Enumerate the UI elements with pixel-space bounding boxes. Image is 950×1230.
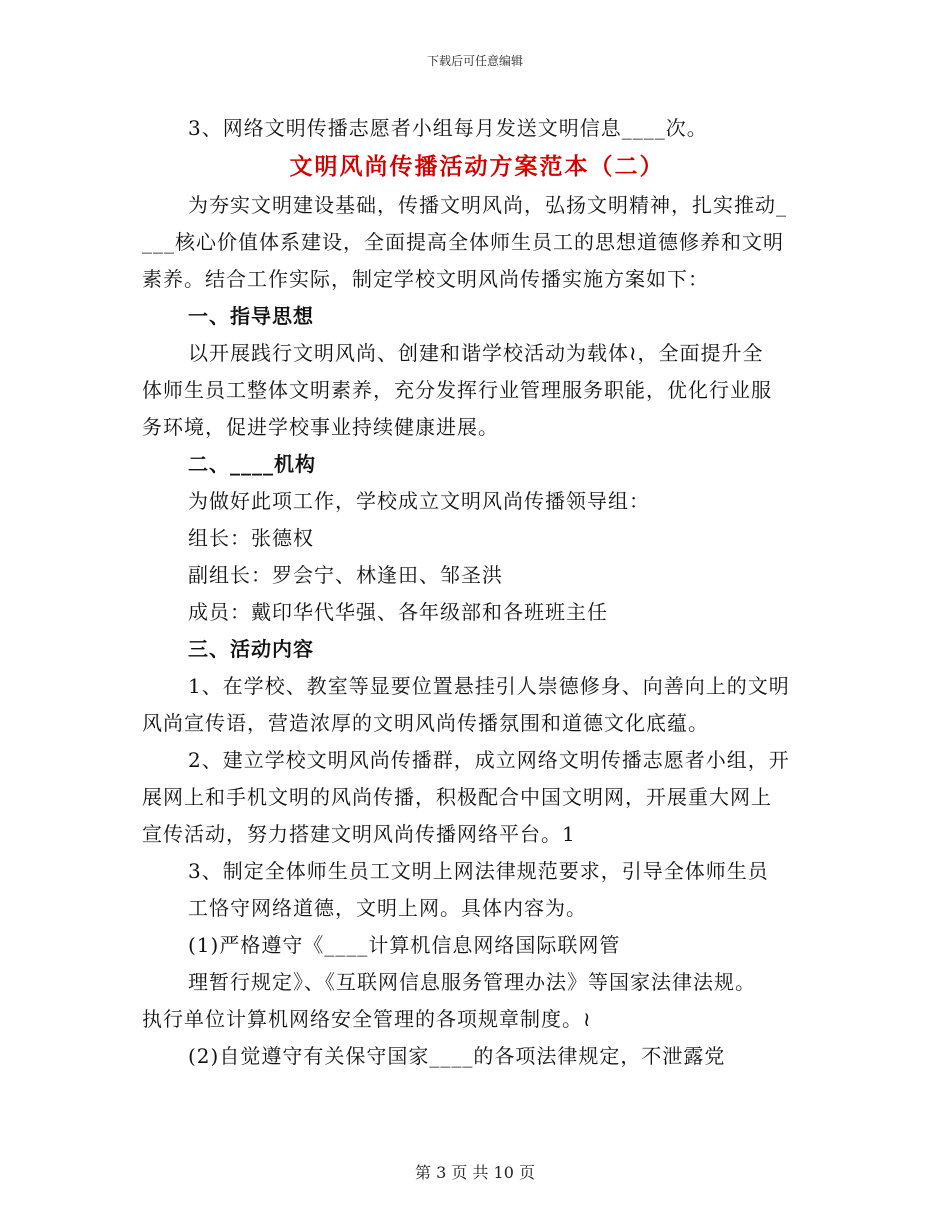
section-title: 文明风尚传播活动方案范本（二） (289, 153, 665, 180)
body-line: 2、建立学校文明风尚传播群，成立网络文明传播志愿者小组，开 (188, 748, 790, 772)
body-line: 风尚宣传语，营造浓厚的文明风尚传播氛围和道德文化底蕴。 (142, 711, 709, 735)
page-number: 第 3 页 共 10 页 (415, 1163, 535, 1182)
body-line: 体师生员工整体文明素养，充分发挥行业管理服务职能，优化行业服 (142, 378, 772, 402)
body-line: 副组长：罗会宁、林逢田、邹圣洪 (188, 563, 503, 587)
section-heading: 一、指导思想 (188, 304, 314, 328)
body-line: 3、制定全体师生员工文明上网法律规范要求，引导全体师生员 (188, 859, 769, 883)
body-line: 务环境，促进学校事业持续健康进展。 (142, 415, 499, 439)
body-line: 展网上和手机文明的风尚传播，积极配合中国文明网，开展重大网上 (142, 785, 772, 809)
body-line: ___核心价值体系建设，全面提高全体师生员工的思想道德修养和文明 (142, 230, 784, 254)
section-heading: 二、____机构 (188, 452, 316, 476)
body-line: 1、在学校、教室等显要位置悬挂引人崇德修身、向善向上的文明 (188, 674, 790, 698)
header-note: 下载后可任意编辑 (426, 54, 523, 68)
body-line: 执行单位计算机网络安全管理的各项规章制度。≀ (142, 1007, 592, 1031)
body-line: 工恪守网络道德，文明上网。具体内容为。 (188, 896, 587, 920)
body-line: 以开展践行文明风尚、创建和谐学校活动为载体≀，全面提升全 (188, 341, 764, 365)
body-line: 为做好此项工作，学校成立文明风尚传播领导组： (188, 489, 650, 513)
body-line: 组长：张德权 (188, 526, 314, 550)
body-line: 素养。结合工作实际，制定学校文明风尚传播实施方案如下： (142, 267, 709, 291)
section-heading: 三、活动内容 (188, 637, 314, 661)
body-line: 理暂行规定》、《互联网信息服务管理办法》等国家法律法规。 (188, 970, 756, 994)
body-line: (2)自觉遵守有关保守国家____的各项法律规定，不泄露党 (188, 1044, 726, 1068)
body-line: (1)严格遵守《____计算机信息网络国际联网管 (188, 933, 621, 957)
document-body (142, 110, 812, 1075)
body-line: 3、网络文明传播志愿者小组每月发送文明信息____次。 (188, 116, 708, 140)
body-line: 成员：戴印华代华强、各年级部和各班班主任 (188, 600, 608, 624)
body-line: 为夯实文明建设基础，传播文明风尚，弘扬文明精神，扎实推动_ (188, 193, 787, 217)
body-line: 宣传活动，努力搭建文明风尚传播网络平台。1 (142, 822, 576, 846)
